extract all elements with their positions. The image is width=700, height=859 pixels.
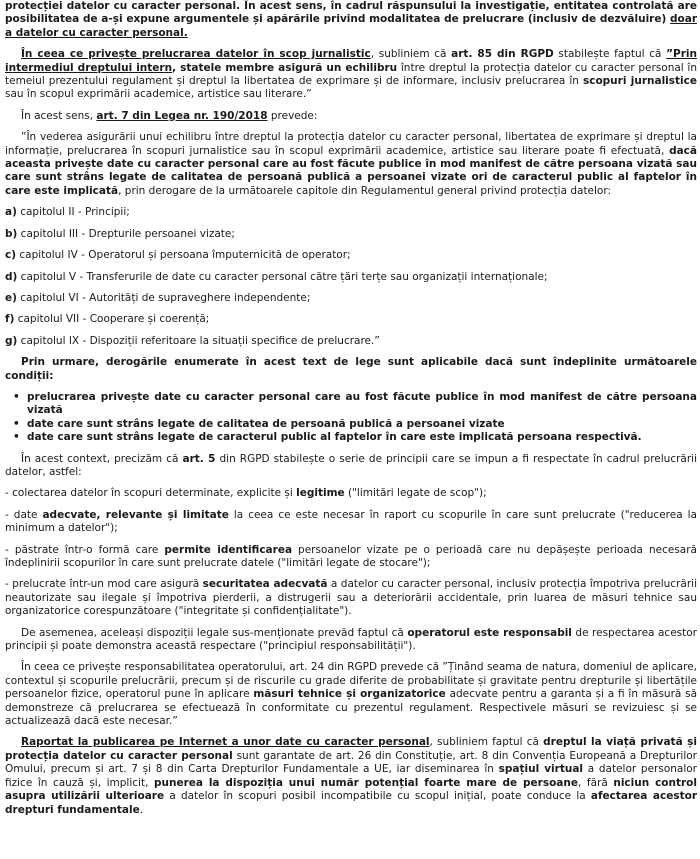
chapter-item <box>5 228 697 241</box>
item-letter: b) <box>5 227 18 240</box>
text: a datelor în scopuri posibil incompatibile cu scopul inițial, poate conduce la <box>164 790 591 803</box>
text: În acest sens, <box>21 109 97 122</box>
bold-text: scopuri jurnalistice <box>582 75 697 88</box>
bold-text: dacă aceasta privește date cu caracter personal care au fost făcute publice în mod manifest de către persoana vizată sau care sunt strâns legate de calitatea de persoană publică a persoanei vizate ori de caracterul public al faptelor în care este implicată <box>5 144 697 197</box>
item-text: capitolul VII - Cooperare și coerență; <box>14 313 210 326</box>
paragraph-conditions-heading: Prin urmare, derogările enumerate în acest text de lege sunt aplicabile dacă sunt îndeplinite următoarele condiții: <box>5 356 697 382</box>
text: ("limitări legate de scop"); <box>344 487 487 500</box>
chapter-item <box>5 292 697 305</box>
item-text: capitolul IX - Dispoziții referitoare la situații specifice de prelucrare.” <box>17 334 380 347</box>
text: persoanelor vizate pe o perioadă care nu depășește perioada necesară îndeplinirii scopurilor în care sunt prelucrate datele ("limitări legate de stocare"); <box>5 543 697 569</box>
text: prevede: <box>267 109 318 122</box>
item-letter: g) <box>5 334 18 347</box>
paragraph-intro <box>5 0 697 40</box>
item-letter: e) <box>5 291 17 304</box>
text: , prin derogare de la următoarele capitole din Regulamentul general privind protecția datelor: <box>118 184 612 197</box>
chapter-item <box>5 271 697 284</box>
text: sunt garantate de art. 26 din Constituție, art. 8 din Convenția Europeană a Drepturilor Omului, precum și art. 7 și 8 din Carta Drepturilor Fundamentale a UE, iar diseminarea în <box>5 749 697 776</box>
bold-text: niciun control asupra utilizării ulterioare <box>5 776 697 803</box>
underlined-text: doar a datelor cu caracter personal. <box>5 13 697 39</box>
text: a datelor cu caracter personal, inclusiv protecția împotriva prelucrării neautorizate sau ilegale și împotriva pierderii, a distrugerii sau a deteriorării accidentale, prin luarea de măsuri tehnice sau organizatorice corespunzătoare ("integritate și confidențialitate"). <box>5 578 697 618</box>
section-lead: Raportat la publicarea pe Internet a unor date cu caracter personal <box>21 736 430 749</box>
text: De asemenea, aceleași dispoziții legale sus-menționate prevăd faptul că <box>21 626 408 639</box>
text: În acest context, precizăm că <box>21 452 183 465</box>
principle-item <box>5 544 697 571</box>
underlined-bold-text: ”Prin intermediul dreptului intern <box>5 48 697 74</box>
paragraph-journalism <box>5 48 697 102</box>
list-item <box>13 417 697 431</box>
text: , fără <box>578 776 614 789</box>
bold-text: spațiul virtual <box>498 763 583 776</box>
text: - prelucrate într-un mod care asigură <box>5 578 203 591</box>
chapter-item <box>5 249 697 262</box>
paragraph-internet-publication <box>5 736 697 816</box>
principle-item <box>5 578 697 618</box>
text: de respectarea acestor principii și poate demonstra această respectare ("principiul responsabilității"). <box>5 626 697 653</box>
list-item-text: prelucrarea privește date cu caracter personal care au fost făcute publice în mod manifest de către persoana vizată <box>27 390 697 417</box>
paragraph-responsibility <box>5 627 697 654</box>
section-lead: În ceea ce privește prelucrarea datelor în scop jurnalistic <box>21 48 371 61</box>
paragraph-article-24 <box>5 661 697 728</box>
list-item-text: date care sunt strâns legate de caracterul public al faptelor în care este implicată persoana respectivă. <box>27 431 642 444</box>
chapter-item <box>5 206 697 219</box>
text: protecției datelor cu caracter personal. În acest sens, în cadrul răspunsului la investigație, entitatea controlată are posibilitatea de a-și expune argumentele și apărările privind modalitatea de prelucrare (inclusiv de dezvăluire) <box>5 0 697 26</box>
text: din RGPD stabilește o serie de principii care se impun a fi respectate în cadrul prelucrării datelor, astfel: <box>5 452 698 478</box>
document-page <box>5 0 697 817</box>
conditions-list <box>5 391 697 445</box>
bold-text: adecvate, relevante și limitate <box>42 508 229 521</box>
text: - păstrate într-o formă care <box>5 543 165 556</box>
item-text: capitolul V - Transferurile de date cu caracter personal către țări terțe sau organizații internaționale; <box>17 270 548 283</box>
list-item <box>13 390 697 418</box>
bold-text: art. 5 <box>182 452 216 465</box>
bold-text: operatorul este responsabil <box>407 626 572 639</box>
bold-text: legitime <box>296 487 345 500</box>
text: a datelor personalor fizice în cauză și, implicit, <box>5 763 697 789</box>
bold-text: punerea la dispoziția unui număr potențial foarte mare de persoane <box>153 776 578 789</box>
text: la ceea ce este necesar în raport cu scopurile în care sunt prelucrate ("reducerea la minimum a datelor"); <box>5 508 697 535</box>
item-letter: f) <box>5 313 15 326</box>
item-text: capitolul IV - Operatorul și persoana împuternicită de operator; <box>16 249 351 262</box>
item-letter: d) <box>5 270 18 283</box>
law-reference: art. 7 din Legea nr. 190/2018 <box>96 109 268 122</box>
paragraph-quote <box>5 131 697 198</box>
bold-text: , statele membre asigură un echilibru <box>172 61 398 74</box>
text: - colectarea datelor în scopuri determinate, explicite și <box>5 487 297 500</box>
bullet-icon: • <box>13 417 20 430</box>
text: , subliniem faptul că <box>429 736 544 749</box>
text: adecvate pentru a garanta și a fi în măsură să demonstreze că prelucrarea se efectuează în conformitate cu prezentul regulament. Respectivele măsuri se revizuiesc și se actualizează dacă este necesar.” <box>5 688 698 728</box>
item-letter: a) <box>5 206 17 219</box>
text: , subliniem că <box>370 48 452 61</box>
bold-text: permite identificarea <box>164 543 293 556</box>
bullet-icon: • <box>13 390 20 403</box>
bold-text: măsuri tehnice și organizatorice <box>253 688 446 701</box>
text: sau în scopul exprimării academice, artistice sau literare.” <box>5 88 312 101</box>
list-item-text: date care sunt strâns legate de calitatea de persoană publică a persoanei vizate <box>27 417 505 430</box>
bold-text: dreptul la viață privată și protecția datelor cu caracter personal <box>5 736 697 762</box>
item-text: capitolul VI - Autorități de supraveghere independente; <box>16 291 311 304</box>
text: - date <box>5 508 43 521</box>
text: între dreptul la protecția datelor cu caracter personal în temeiul prezentului regulament și dreptul la libertatea de exprimare și de informare, inclusiv prelucrarea în <box>5 61 697 88</box>
paragraph-principles-intro <box>5 453 697 480</box>
chapter-item <box>5 313 697 326</box>
text: . <box>139 803 144 816</box>
chapter-item <box>5 335 697 348</box>
paragraph-law-ref <box>5 110 697 123</box>
bold-text: art. 85 din RGPD <box>451 48 554 61</box>
principle-item <box>5 487 697 500</box>
text: ”În vederea asigurării unui echilibru între dreptul la protecția datelor cu caracter personal, libertatea de exprimare și dreptul la informație, prelucrarea în scopuri jurnalistice sau în scopul exprimării academice, artistice sau literare poate fi efectuată, <box>5 131 697 157</box>
text: În ceea ce privește responsabilitatea operatorului, art. 24 din RGPD prevede că ”Ținând seama de natura, domeniul de aplicare, contextul și scopurile prelucrării, precum și de riscurile cu grade diferite de probabilitate și gravitate pentru drepturile și libertățile persoanelor fizice, operatorul pune în aplicare <box>5 661 697 701</box>
bold-text: securitatea adecvată <box>202 578 328 591</box>
item-letter: c) <box>5 249 17 262</box>
bullet-icon: • <box>13 431 20 444</box>
list-item <box>13 431 697 444</box>
principle-item <box>5 509 697 536</box>
text: stabilește faptul că <box>553 48 667 61</box>
bold-text: afectarea acestor drepturi fundamentale <box>5 790 697 816</box>
item-text: capitolul II - Principii; <box>16 206 130 219</box>
item-text: capitolul III - Drepturile persoanei vizate; <box>17 227 235 240</box>
